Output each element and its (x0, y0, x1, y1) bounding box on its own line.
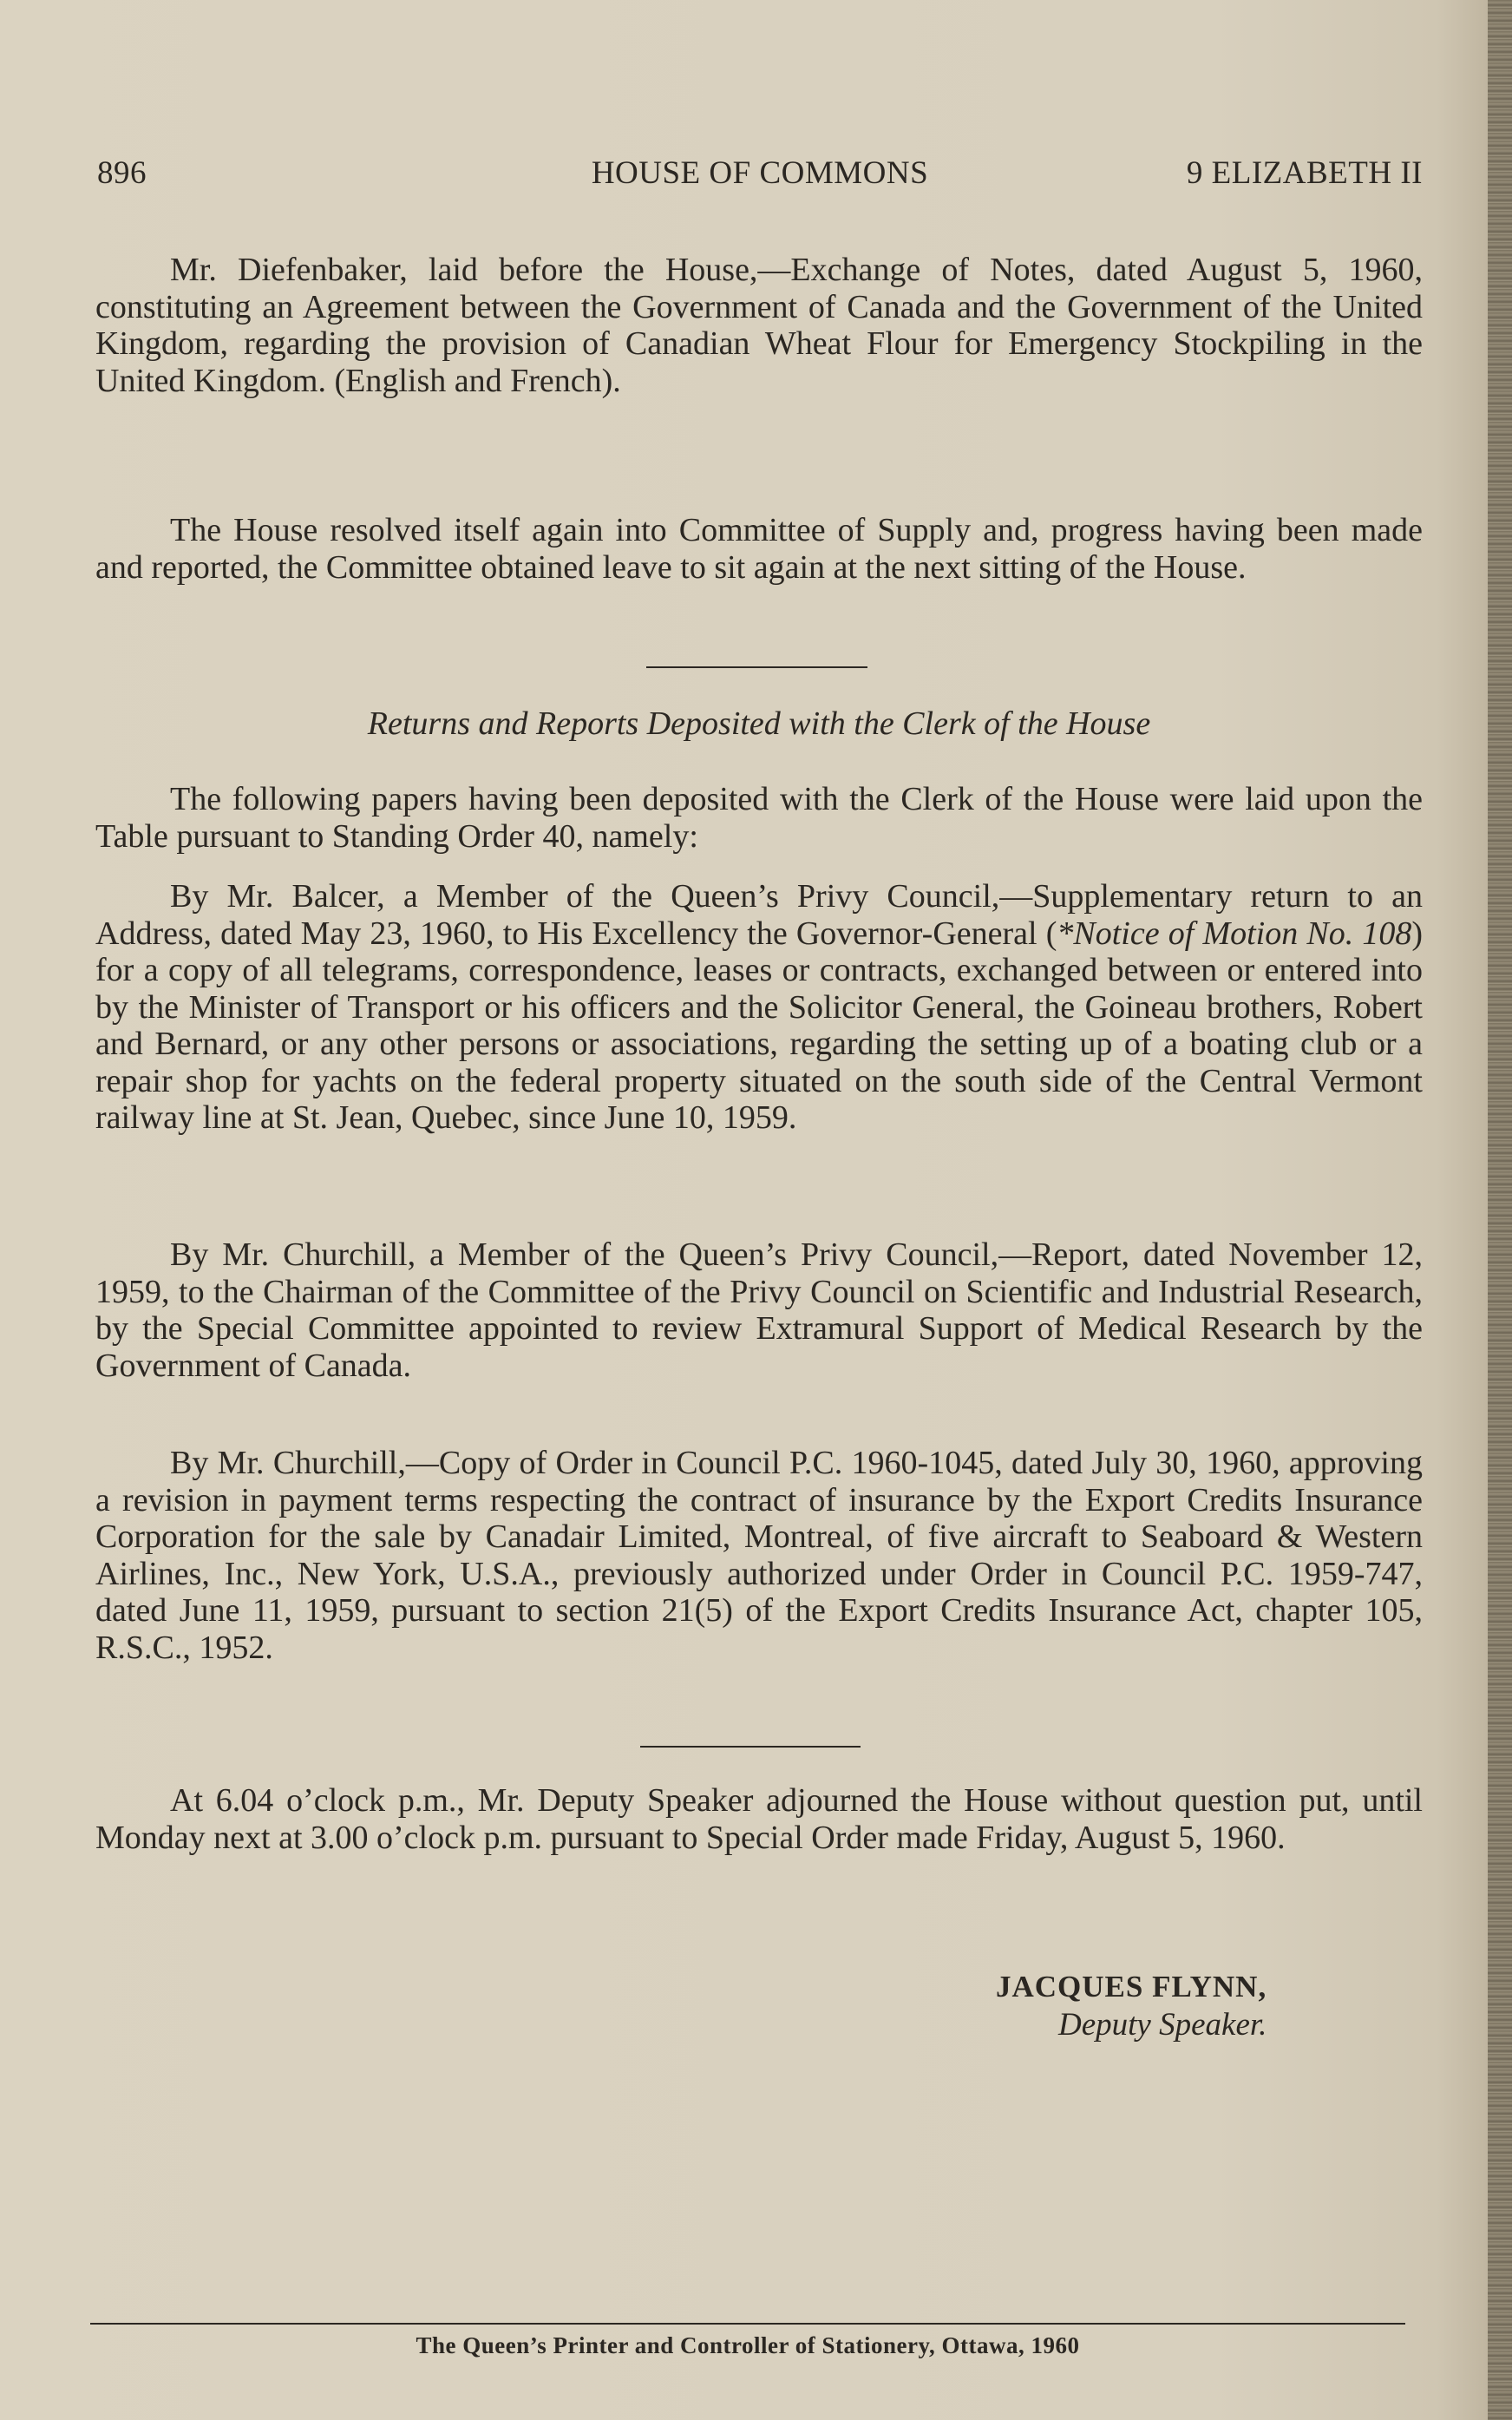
footer-rule (90, 2323, 1405, 2325)
paragraph-churchill-order: By Mr. Churchill,—Copy of Order in Council P.C. 1960-1045, dated July 30, 1960, approving a revision in payment terms respecting the contract of insurance by the Export Credits Insurance Corporation for the sale by Canadair Limited, Montreal, of five aircraft to Seaboard & Western Airlines, Inc., New York, U.S.A., previously authorized under Order in Council P.C. 1959-747, dated June 11, 1959, pursuant to section 21(5) of the Export Credits Insurance Act, chapter 105, R.S.C., 1952. (95, 1445, 1423, 1666)
page-number: 896 (97, 155, 147, 191)
balcer-text-after: ) for a copy of all telegrams, correspondence, leases or contracts, exchanged between or entered into by the Minister of Transport or his officers and the Solicitor General, the Goineau brothers, Robert and Bernard, or any other persons or associations, regarding the setting up of a boating club or a repair shop for yachts on the federal property situated on the south side of the Central Vermont railway line at St. Jean, Quebec, since June 10, 1959. (95, 915, 1424, 1136)
section-heading: Returns and Reports Deposited with the Clerk of the House (367, 705, 1151, 742)
header-title: HOUSE OF COMMONS (591, 155, 929, 191)
notice-of-motion: *Notice of Motion No. 108 (1057, 915, 1412, 952)
paragraph-papers-deposited: The following papers having been deposited with the Clerk of the House were laid upon the Table pursuant to Standing Order 40, namely: (95, 781, 1423, 855)
signature-title: Deputy Speaker. (1058, 2007, 1267, 2043)
signature-name: JACQUES FLYNN, (996, 1970, 1267, 2004)
balcer-text-before: By Mr. Balcer, a Member of the Queen’s Privy Council,—Supplementary return to an Address, dated May 23, 1960, to His Excellency the Governor-General ( (95, 878, 1423, 952)
section-divider (646, 666, 867, 668)
paragraph-balcer-return (95, 878, 1423, 1137)
book-edge (1488, 0, 1512, 2420)
paragraph-committee-of-supply: The House resolved itself again into Committee of Supply and, progress having been made and reported, the Committee obtained leave to sit again at the next sitting of the House. (95, 512, 1423, 586)
regnal-year: 9 ELIZABETH II (1186, 155, 1423, 191)
paragraph-exchange-of-notes: Mr. Diefenbaker, laid before the House,—Exchange of Notes, dated August 5, 1960, constituting an Agreement between the Government of Canada and the Government of the United Kingdom, regarding the provision of Canadian Wheat Flour for Emergency Stockpiling in the United Kingdom. (English and French). (95, 252, 1423, 399)
paragraph-churchill-report: By Mr. Churchill, a Member of the Queen’s Privy Council,—Report, dated November 12, 1959, to the Chairman of the Committee of the Privy Council on Scientific and Industrial Research, by the Special Committee appointed to review Extramural Support of Medical Research by the Government of Canada. (95, 1236, 1423, 1384)
printer-footer: The Queen’s Printer and Controller of Stationery, Ottawa, 1960 (416, 2332, 1080, 2358)
paragraph-adjournment: At 6.04 o’clock p.m., Mr. Deputy Speaker adjourned the House without question put, until Monday next at 3.00 o’clock p.m. pursuant to Special Order made Friday, August 5, 1960. (95, 1782, 1423, 1856)
running-header (97, 154, 1423, 196)
closing-divider (640, 1746, 861, 1748)
